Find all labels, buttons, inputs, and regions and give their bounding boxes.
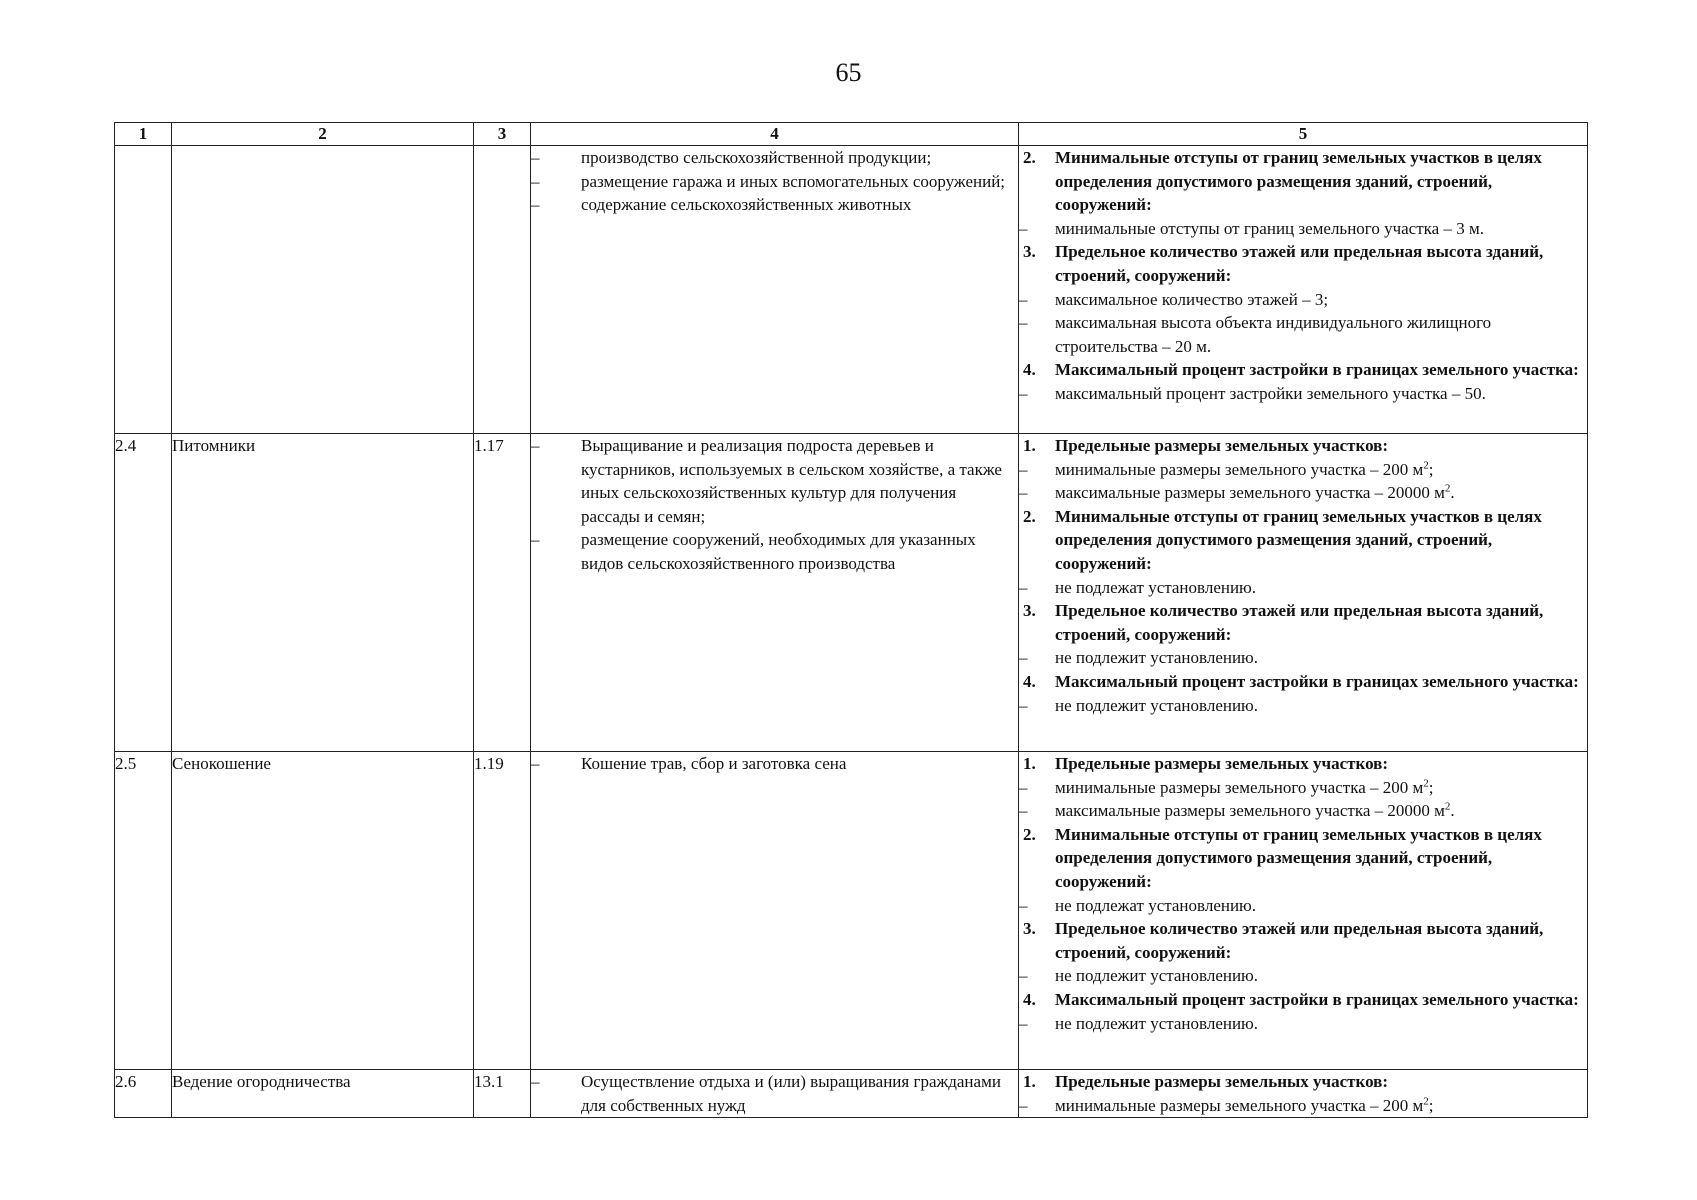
parameter-text-main: максимальный процент застройки земельного участка – 50. — [1055, 383, 1486, 403]
superscript: 2 — [1423, 1094, 1429, 1107]
list-item-text: Осуществление отдыха и (или) выращивания гражданами для собственных нужд — [581, 1072, 1001, 1115]
parameters-cell — [1019, 146, 1588, 434]
use-name — [172, 146, 474, 434]
table-row — [115, 1070, 1588, 1118]
parameter-heading — [1019, 358, 1587, 382]
parameter-heading — [1019, 434, 1587, 458]
dash-bullet: – — [1019, 1095, 1028, 1115]
dash-bullet: – — [531, 195, 540, 215]
table-row — [115, 146, 1588, 434]
dash-bullet: – — [1019, 218, 1028, 238]
classifier-code: 1.17 — [474, 434, 531, 752]
parameters-cell — [1019, 1070, 1588, 1118]
dash-bullet: – — [1019, 966, 1028, 986]
dash-bullet: – — [531, 171, 540, 191]
parameter-text — [1055, 694, 1587, 718]
item-number: 2. — [1023, 824, 1036, 844]
parameter-value — [1019, 481, 1587, 505]
parameter-text-main: не подлежит установлению. — [1055, 648, 1259, 668]
dash-bullet: – — [1019, 577, 1028, 597]
parameter-text-main: Предельные размеры земельных участков: — [1055, 436, 1389, 455]
column-header: 3 — [474, 123, 531, 146]
parameter-text — [1055, 646, 1587, 670]
parameter-heading — [1019, 146, 1587, 217]
superscript: 2 — [1423, 776, 1429, 789]
dash-bullet: – — [1019, 777, 1028, 797]
parameter-value — [1019, 217, 1587, 241]
parameter-text-main: максимальные размеры земельного участка – 20000 м — [1055, 801, 1445, 821]
use-description-cell — [531, 752, 1019, 1070]
column-header: 1 — [115, 123, 172, 146]
parameter-text-main: Минимальные отступы от границ земельных участков в целях определения допустимого размещения зданий, строений, сооружений: — [1055, 506, 1542, 573]
item-number: 4. — [1023, 989, 1036, 1009]
list-item — [531, 193, 1018, 217]
parameter-text — [1055, 576, 1587, 600]
dash-bullet: – — [1019, 313, 1028, 333]
classifier-code — [474, 146, 531, 434]
parameter-text-main: Предельное количество этажей или предельная высота зданий, строений, сооружений: — [1055, 919, 1544, 962]
item-number: 2. — [1023, 506, 1036, 526]
parameter-text — [1055, 358, 1587, 382]
dash-bullet: – — [1019, 383, 1028, 403]
superscript: 2 — [1444, 482, 1451, 495]
dash-bullet: – — [531, 436, 540, 455]
use-description-cell — [531, 146, 1019, 434]
list-item-text: размещение сооружений, необходимых для указанных видов сельскохозяйственного производства — [581, 530, 976, 573]
row-code: 2.6 — [115, 1070, 172, 1118]
parameter-text — [1055, 1094, 1587, 1118]
parameter-text-main: Максимальный процент застройки в границах земельного участка: — [1055, 989, 1579, 1009]
parameter-value — [1019, 458, 1587, 482]
parameter-text — [1055, 1012, 1587, 1036]
dash-bullet: – — [1019, 289, 1028, 309]
item-number: 4. — [1023, 360, 1036, 380]
parameter-text — [1055, 288, 1587, 312]
item-number: 4. — [1023, 671, 1036, 691]
parameter-text-main: Минимальные отступы от границ земельных участков в целях определения допустимого размещения зданий, строений, сооружений: — [1055, 824, 1542, 891]
parameter-text — [1055, 382, 1587, 406]
parameter-text — [1055, 799, 1587, 823]
parameter-text — [1055, 146, 1587, 217]
parameter-value — [1019, 288, 1587, 312]
parameter-text-main: Максимальный процент застройки в границах земельного участка: — [1055, 671, 1579, 691]
dash-bullet: – — [1019, 695, 1028, 715]
parameter-text-main: не подлежат установлению. — [1055, 577, 1257, 597]
punctuation: . — [1450, 483, 1455, 503]
parameter-value — [1019, 694, 1587, 718]
parameter-heading — [1019, 505, 1587, 576]
parameter-value — [1019, 311, 1587, 358]
use-description-cell — [531, 1070, 1019, 1118]
dash-bullet: – — [531, 148, 540, 167]
item-number: 3. — [1023, 242, 1036, 262]
parameter-text — [1055, 917, 1587, 964]
parameter-text — [1055, 311, 1587, 358]
parameter-text — [1055, 823, 1587, 894]
item-number: 1. — [1023, 1072, 1036, 1091]
use-name: Питомники — [172, 434, 474, 752]
parameter-text — [1055, 1070, 1587, 1094]
superscript: 2 — [1444, 800, 1451, 813]
parameter-text — [1055, 752, 1587, 776]
parameter-heading — [1019, 823, 1587, 894]
parameter-heading — [1019, 1070, 1587, 1094]
table-header-row — [115, 123, 1588, 146]
parameter-text-main: не подлежит установлению. — [1055, 1013, 1259, 1033]
parameter-text-main: не подлежат установлению. — [1055, 895, 1257, 915]
table-row — [115, 434, 1588, 752]
column-header: 4 — [531, 123, 1019, 146]
parameter-text — [1055, 458, 1587, 482]
parameter-text-main: минимальные размеры земельного участка – 200 м — [1055, 777, 1424, 797]
punctuation: . — [1450, 801, 1455, 821]
item-number: 3. — [1023, 919, 1036, 939]
dash-bullet: – — [531, 530, 540, 550]
dash-bullet: – — [531, 1072, 540, 1091]
use-name: Сенокошение — [172, 752, 474, 1070]
list-item — [531, 434, 1018, 528]
parameters-cell — [1019, 434, 1588, 752]
parameter-text-main: не подлежит установлению. — [1055, 966, 1259, 986]
parameter-text-main: Предельные размеры земельных участков: — [1055, 1072, 1389, 1091]
list-item — [531, 1070, 1018, 1117]
parameter-heading — [1019, 988, 1587, 1012]
parameter-text-main: Минимальные отступы от границ земельных участков в целях определения допустимого размещения зданий, строений, сооружений: — [1055, 148, 1542, 215]
parameter-heading — [1019, 670, 1587, 694]
superscript: 2 — [1423, 458, 1429, 471]
item-number: 1. — [1023, 436, 1036, 455]
parameter-text — [1055, 217, 1587, 241]
parameter-value — [1019, 1094, 1587, 1118]
parameter-value — [1019, 894, 1587, 918]
parameter-text — [1055, 964, 1587, 988]
parameter-text — [1055, 988, 1587, 1012]
list-item-text: размещение гаража и иных вспомогательных сооружений; — [581, 171, 1006, 191]
parameter-text — [1055, 240, 1587, 287]
parameter-text-main: минимальные размеры земельного участка – 200 м — [1055, 1095, 1424, 1115]
parameter-text — [1055, 599, 1587, 646]
parameter-value — [1019, 382, 1587, 406]
item-number: 1. — [1023, 754, 1036, 773]
punctuation: ; — [1428, 777, 1434, 797]
parameter-heading — [1019, 752, 1587, 776]
parameter-text — [1055, 894, 1587, 918]
parameter-text — [1055, 434, 1587, 458]
parameter-heading — [1019, 240, 1587, 287]
row-code: 2.4 — [115, 434, 172, 752]
parameter-text-main: Предельные размеры земельных участков: — [1055, 754, 1389, 773]
dash-bullet: – — [1019, 801, 1028, 821]
list-item-text: содержание сельскохозяйственных животных — [581, 195, 912, 215]
page-number: 65 — [835, 58, 862, 87]
use-description-cell — [531, 434, 1019, 752]
parameter-text-main: Предельное количество этажей или предельная высота зданий, строений, сооружений: — [1055, 242, 1544, 285]
parameter-text-main: не подлежит установлению. — [1055, 695, 1259, 715]
classifier-code: 13.1 — [474, 1070, 531, 1118]
parameter-text — [1055, 776, 1587, 800]
parameter-text-main: Максимальный процент застройки в границах земельного участка: — [1055, 360, 1579, 380]
list-item-text: Выращивание и реализация подроста деревьев и кустарников, используемых в сельском хозяйстве, а также иных сельскохозяйственных культур для получения рассады и семян; — [581, 436, 1002, 526]
zoning-table — [114, 122, 1588, 1118]
list-item — [531, 528, 1018, 575]
parameter-text-main: Предельное количество этажей или предельная высота зданий, строений, сооружений: — [1055, 601, 1544, 644]
item-number: 3. — [1023, 601, 1036, 621]
list-item — [531, 752, 1018, 776]
parameters-cell — [1019, 752, 1588, 1070]
column-header: 5 — [1019, 123, 1588, 146]
column-header: 2 — [172, 123, 474, 146]
punctuation: ; — [1428, 459, 1434, 479]
dash-bullet: – — [531, 754, 540, 773]
parameter-value — [1019, 576, 1587, 600]
list-item — [531, 170, 1018, 194]
parameter-value — [1019, 776, 1587, 800]
parameter-value — [1019, 646, 1587, 670]
parameter-heading — [1019, 599, 1587, 646]
row-code — [115, 146, 172, 434]
parameter-value — [1019, 964, 1587, 988]
list-item-text: Кошение трав, сбор и заготовка сена — [581, 754, 847, 773]
parameter-text-main: максимальные размеры земельного участка – 20000 м — [1055, 483, 1445, 503]
use-name: Ведение огородничества — [172, 1070, 474, 1118]
dash-bullet: – — [1019, 648, 1028, 668]
dash-bullet: – — [1019, 895, 1028, 915]
parameter-text-main: минимальные отступы от границ земельного участка – 3 м. — [1055, 218, 1484, 238]
item-number: 2. — [1023, 148, 1036, 167]
parameter-text — [1055, 670, 1587, 694]
dash-bullet: – — [1019, 483, 1028, 503]
row-code: 2.5 — [115, 752, 172, 1070]
table-row — [115, 752, 1588, 1070]
parameter-text — [1055, 505, 1587, 576]
dash-bullet: – — [1019, 1013, 1028, 1033]
parameter-heading — [1019, 917, 1587, 964]
parameter-text-main: максимальное количество этажей – 3; — [1055, 289, 1329, 309]
dash-bullet: – — [1019, 459, 1028, 479]
parameter-value — [1019, 1012, 1587, 1036]
parameter-text-main: минимальные размеры земельного участка – 200 м — [1055, 459, 1424, 479]
list-item — [531, 146, 1018, 170]
punctuation: ; — [1428, 1095, 1434, 1115]
parameter-text — [1055, 481, 1587, 505]
parameter-text-main: максимальная высота объекта индивидуального жилищного строительства – 20 м. — [1055, 313, 1492, 356]
list-item-text: производство сельскохозяйственной продукции; — [581, 148, 932, 167]
classifier-code: 1.19 — [474, 752, 531, 1070]
parameter-value — [1019, 799, 1587, 823]
